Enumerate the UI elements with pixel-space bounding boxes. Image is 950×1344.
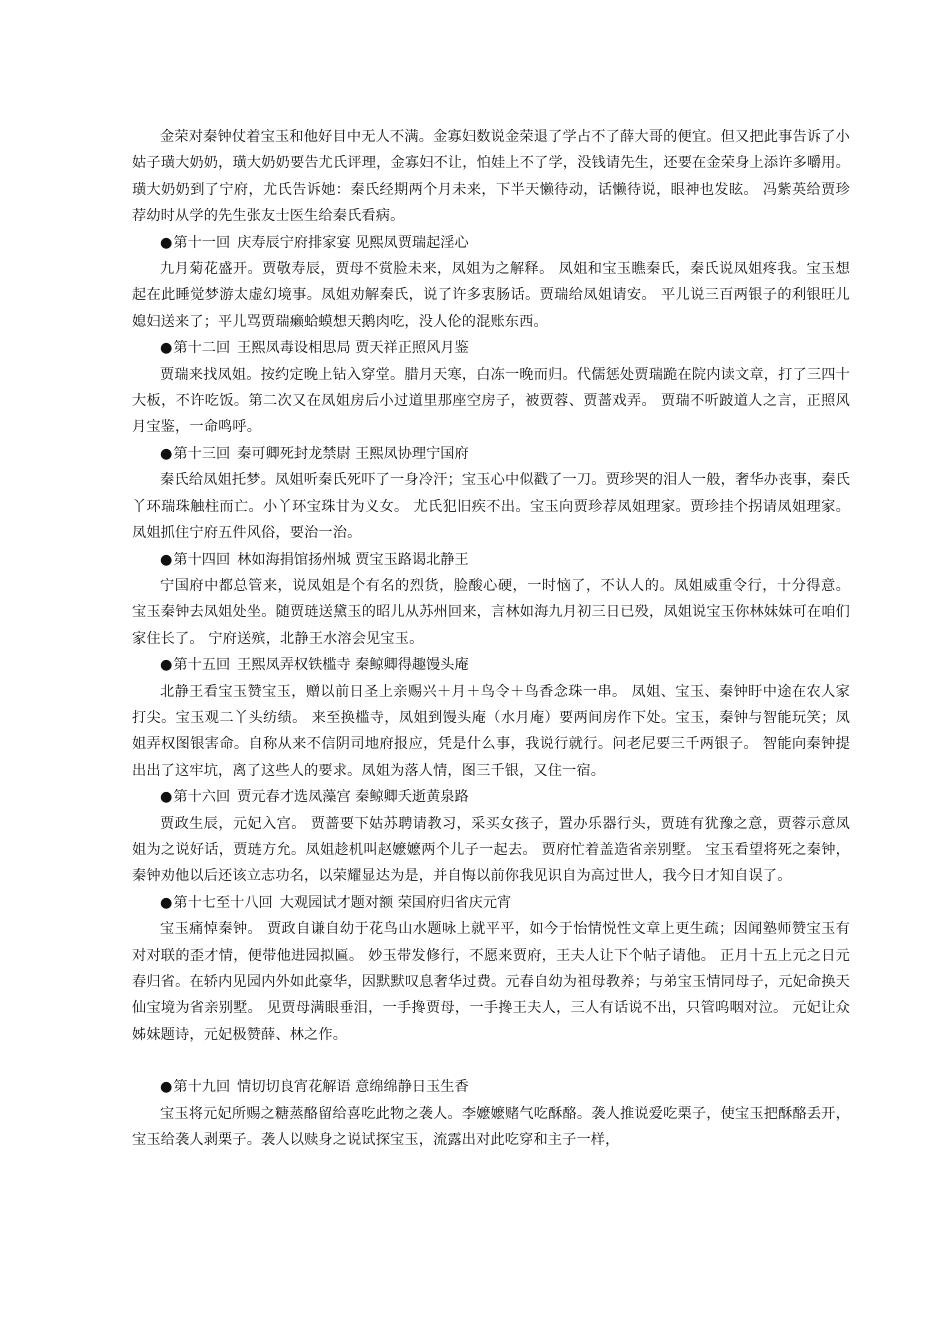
summary-paragraph: 九月菊花盛开。贾敬寿辰，贾母不赏脸未来，凤姐为之解释。 凤姐和宝玉瞧秦氏，秦氏说凤姐疼我。宝玉想起在此睡觉梦游太虚幻境事。凤姐劝解秦氏，说了许多衷肠话。贾瑞给凤姐请安。 平儿说三百两银子的利银旺儿媳妇送来了；平儿骂贾瑞癞蛤蟆想天鹅肉吃，没人伦的混账东西。 (132, 261, 850, 330)
chapter-number: 第十七至十八回 (173, 894, 273, 911)
chapter-title: 林如海捐馆扬州城 贾宝玉路谒北静王 (237, 551, 469, 568)
summary-paragraph: 贾政生辰，元妃入宫。 贾蔷要下姑苏聘请教习，采买女孩子，置办乐器行头，贾琏有犹豫之意，贾蓉示意凤姐为之说好话，贾琏方允。凤姐趁机叫赵嬷嬷两个儿子一起去。 贾府忙着盖造省亲别墅。 宝玉看望将死之秦钟，秦钟劝他以后还该立志功名，以荣耀显达为是，并自悔以前你我见识自为高过世人，我今日才知自误了。 (132, 815, 850, 885)
summary-paragraph: 秦氏给凤姐托梦。凤姐听秦氏死吓了一身冷汗；宝玉心中似戳了一刀。贾珍哭的泪人一般，奢华办丧事，秦氏丫环瑞珠触柱而亡。小丫环宝珠甘为义女。 尤氏犯旧疾不出。宝玉向贾珍荐凤姐理家。贾珍挂个拐请凤姐理家。 凤姐抓住宁府五件风俗，要治一治。 (132, 472, 850, 542)
bullet-icon: ● (160, 789, 173, 806)
chapter-title: 贾元春才选凤藻宫 秦鲸卿夭逝黄泉路 (237, 789, 469, 806)
chapter-number: 第十九回 (173, 1079, 231, 1096)
bullet-icon: ● (160, 445, 173, 462)
blank-line (132, 1048, 850, 1074)
chapter-heading (132, 230, 850, 256)
chapter-title: 秦可卿死封龙禁尉 王熙凤协理宁国府 (237, 445, 469, 462)
chapter-title: 大观园试才题对额 荣国府归省庆元宵 (279, 894, 512, 911)
chapter-number: 第十四回 (173, 551, 231, 568)
chapter-heading (132, 1074, 850, 1100)
summary-paragraph: 宝玉将元妃所赐之糖蒸酪留给喜吃此物之袭人。李嬷嬷赌气吃酥酪。袭人推说爱吃栗子，使宝玉把酥酪丢开，宝玉给袭人剥栗子。袭人以赎身之说试探宝玉，流露出对此吃穿和主子一样， (132, 1105, 850, 1149)
bullet-icon: ● (160, 657, 173, 674)
chapter-title: 王熙凤毒设相思局 贾天祥正照风月鉴 (237, 340, 469, 357)
chapter-heading (132, 441, 850, 467)
chapter-title: 庆寿辰宁府排家宴 见熙凤贾瑞起淫心 (237, 234, 469, 251)
chapter-heading (132, 547, 850, 573)
summary-paragraph: 宝玉痛悼秦钟。 贾政自谦自幼于花鸟山水题咏上就平平，如今于怡情悦性文章上更生疏；因闻塾师赞宝玉有对对联的歪才情，便带他进园拟匾。 妙玉带发修行，不愿来贾府，王夫人让下个帖子请他。 正月十五上元之日元春归省。在轿内见园内外如此豪华，因默默叹息奢华过费。元春自幼为祖母教养；与弟宝玉情同母子，元妃命换天仙宝境为省亲别墅。 见贾母满眼垂泪，一手搀贾母，一手搀王夫人，三人有话说不出，只管呜咽对泣。 元妃让众姊妹题诗，元妃极赞薛、林之作。 (132, 921, 850, 1043)
chapter-number: 第十二回 (173, 340, 231, 357)
summary-paragraph: 北静王看宝玉赞宝玉，赠以前日圣上亲赐兴＋月＋鸟令＋鸟香念珠一串。 凤姐、宝玉、秦钟盱中途在农人家打尖。宝玉观二丫头纺绩。 来至换槛寺，凤姐到馒头庵（水月庵）要两间房作下处。宝玉，秦钟与智能玩笑；凤姐弄权图银害命。自称从来不信阴司地府报应，凭是什么事，我说行就行。问老尼要三千两银子。 智能向秦钟提出出了这牢坑，离了这些人的要求。凤姐为落人情，图三千银，又住一宿。 (132, 683, 850, 779)
bullet-icon: ● (160, 894, 173, 911)
bullet-icon: ● (160, 551, 173, 568)
chapter-heading (132, 890, 850, 916)
chapter-number: 第十三回 (173, 445, 231, 462)
chapter-number: 第十五回 (173, 657, 231, 674)
chapter-title: 情切切良宵花解语 意绵绵静日玉生香 (237, 1079, 469, 1096)
chapter-number: 第十六回 (173, 789, 231, 806)
chapter-heading (132, 335, 850, 361)
bullet-icon: ● (160, 340, 173, 357)
summary-paragraph: 贾瑞来找凤姐。按约定晚上钻入穿堂。腊月天寒，白冻一晚而归。代儒惩处贾瑞跪在院内读文章，打了三四十大板，不许吃饭。第二次又在凤姐房后小过道里那座空房子，被贾蓉、贾蔷戏弄。 贾瑞不听跛道人之言，正照风月宝鉴，一命鸣呼。 (132, 366, 850, 436)
chapter-heading (132, 652, 850, 678)
summary-paragraph: 金荣对秦钟仗着宝玉和他好目中无人不满。金寡妇数说金荣退了学占不了薛大哥的便宜。但又把此事告诉了小姑子璜大奶奶，璜大奶奶要告尤氏评理，金寡妇不让，怕娃上不了学，没钱请先生，还要在金荣身上添许多嚼用。 璜大奶奶到了宁府，尤氏告诉她：秦氏经期两个月未来，下半天懒待动，话懒待说，眼神也发眩。 冯紫英给贾珍荐幼时从学的先生张友士医生给秦氏看病。 (132, 129, 850, 225)
summary-paragraph: 宁国府中都总管来，说凤姐是个有名的烈货，脸酸心硬，一时恼了，不认人的。凤姐威重令行，十分得意。 宝玉秦钟去凤姐处坐。随贾琏送黛玉的昭儿从苏州回来，言林如海九月初三日已殁，凤姐说宝玉你林妹妹可在咱们家住长了。 宁府送殡，北静王水溶会见宝玉。 (132, 577, 850, 647)
chapter-number: 第十一回 (173, 234, 231, 251)
bullet-icon: ● (160, 1079, 173, 1096)
chapter-title: 王熙凤弄权铁槛寺 秦鲸卿得趣馒头庵 (237, 657, 469, 674)
bullet-icon: ● (160, 234, 173, 251)
chapter-heading (132, 784, 850, 810)
